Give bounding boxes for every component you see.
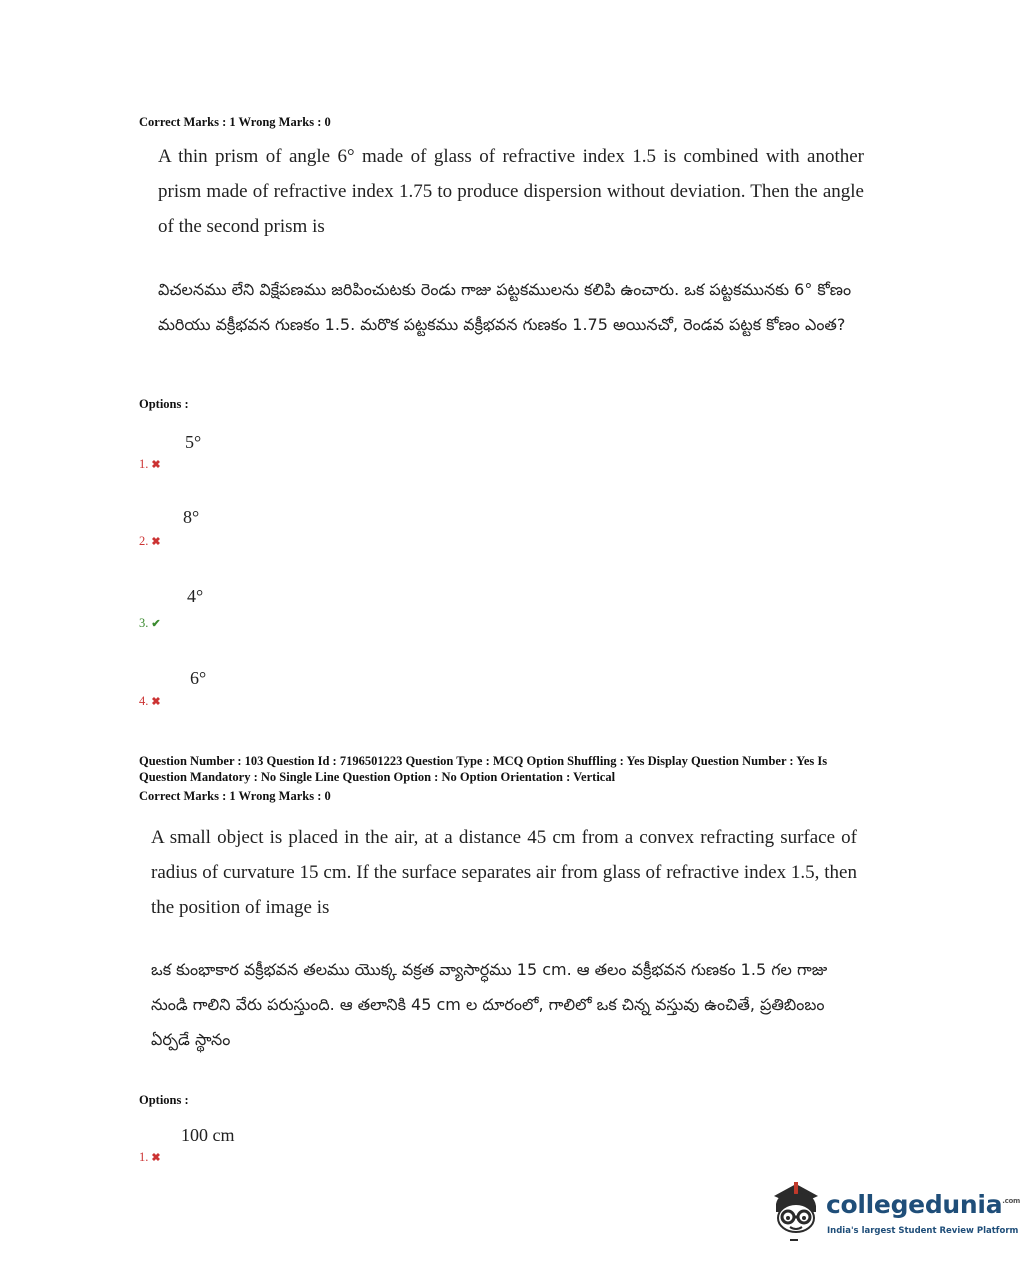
q1-option-2[interactable] — [139, 534, 161, 549]
q2-text-telugu: ఒక కుంభాకార వక్రీభవన తలము యొక్క వక్రత వ్యాసార్ధము 15 cm. ఆ తలం వక్రీభవన గుణకం 1.5 గల గాజు నుండి గాలిని వేరు పరుస్తుంది. ఆ తలానికి 45 cm ల దూరంలో, గాలిలో ఒక చిన్న వస్తువు ఉంచితే, ప్రతిబింబం ఏర్పడే స్థానం — [151, 960, 828, 1049]
q1-option-3-number: 3. — [139, 616, 149, 630]
wrong-cross-icon: ✖ — [151, 696, 161, 708]
collegedunia-logo[interactable] — [766, 1178, 1020, 1248]
q2-marks: Correct Marks : 1 Wrong Marks : 0 — [139, 789, 331, 803]
q1-marks: Correct Marks : 1 Wrong Marks : 0 — [139, 115, 331, 129]
q2-text-english: A small object is placed in the air, at a distance 45 cm from a convex refracting surface of radius of curvature 15 cm. If the surface separates air from glass of refractive index 1.5, then the position of image is — [151, 827, 857, 918]
q1-option-1-number: 1. — [139, 457, 149, 471]
q1-option-2-value: 8° — [183, 507, 200, 527]
q1-option-4-value: 6° — [190, 668, 207, 688]
q2-option-1[interactable] — [139, 1150, 161, 1165]
wrong-cross-icon: ✖ — [151, 536, 161, 548]
correct-check-icon: ✔ — [151, 618, 161, 630]
q2-options-label: Options : — [139, 1093, 189, 1107]
q1-options-label: Options : — [139, 397, 189, 411]
logo-domain: .com — [1002, 1197, 1020, 1205]
q1-text-english: A thin prism of angle 6° made of glass of refractive index 1.5 is combined with another prism made of refractive index 1.75 to produce dispersion without deviation. Then the angle of the second prism is — [158, 146, 864, 237]
q1-text-telugu: విచలనము లేని విక్షేపణము జరిపించుటకు రెండు గాజు పట్టకములను కలిపి ఉంచారు. ఒక పట్టకమునకు 6° కోణం మరియు వక్రీభవన గుణకం 1.5. మరొక పట్టకము వక్రీభవన గుణకం 1.75 అయినచో, రెండవ పట్టక కోణం ఎంత? — [158, 280, 852, 334]
q2-header-line-2: Question Mandatory : No Single Line Question Option : No Option Orientation : Vertical — [139, 770, 616, 784]
q2-header-line-1: Question Number : 103 Question Id : 7196501223 Question Type : MCQ Option Shuffling : Yes Display Question Number : Yes Is — [139, 754, 828, 768]
q1-option-4[interactable] — [139, 694, 161, 709]
q1-option-4-number: 4. — [139, 694, 149, 708]
q1-option-3-value: 4° — [187, 586, 204, 606]
wrong-cross-icon: ✖ — [151, 459, 161, 471]
q1-option-1-value: 5° — [185, 432, 202, 452]
logo-tagline: India's largest Student Review Platform — [827, 1226, 1019, 1236]
student-mascot-icon — [766, 1178, 824, 1248]
q1-option-2-number: 2. — [139, 534, 149, 548]
logo-wordmark: collegedunia — [826, 1190, 1003, 1219]
wrong-cross-icon: ✖ — [151, 1152, 161, 1164]
q1-option-1[interactable] — [139, 457, 161, 472]
q2-option-1-number: 1. — [139, 1150, 149, 1164]
q2-option-1-value: 100 cm — [181, 1125, 235, 1145]
q1-option-3[interactable] — [139, 616, 161, 631]
